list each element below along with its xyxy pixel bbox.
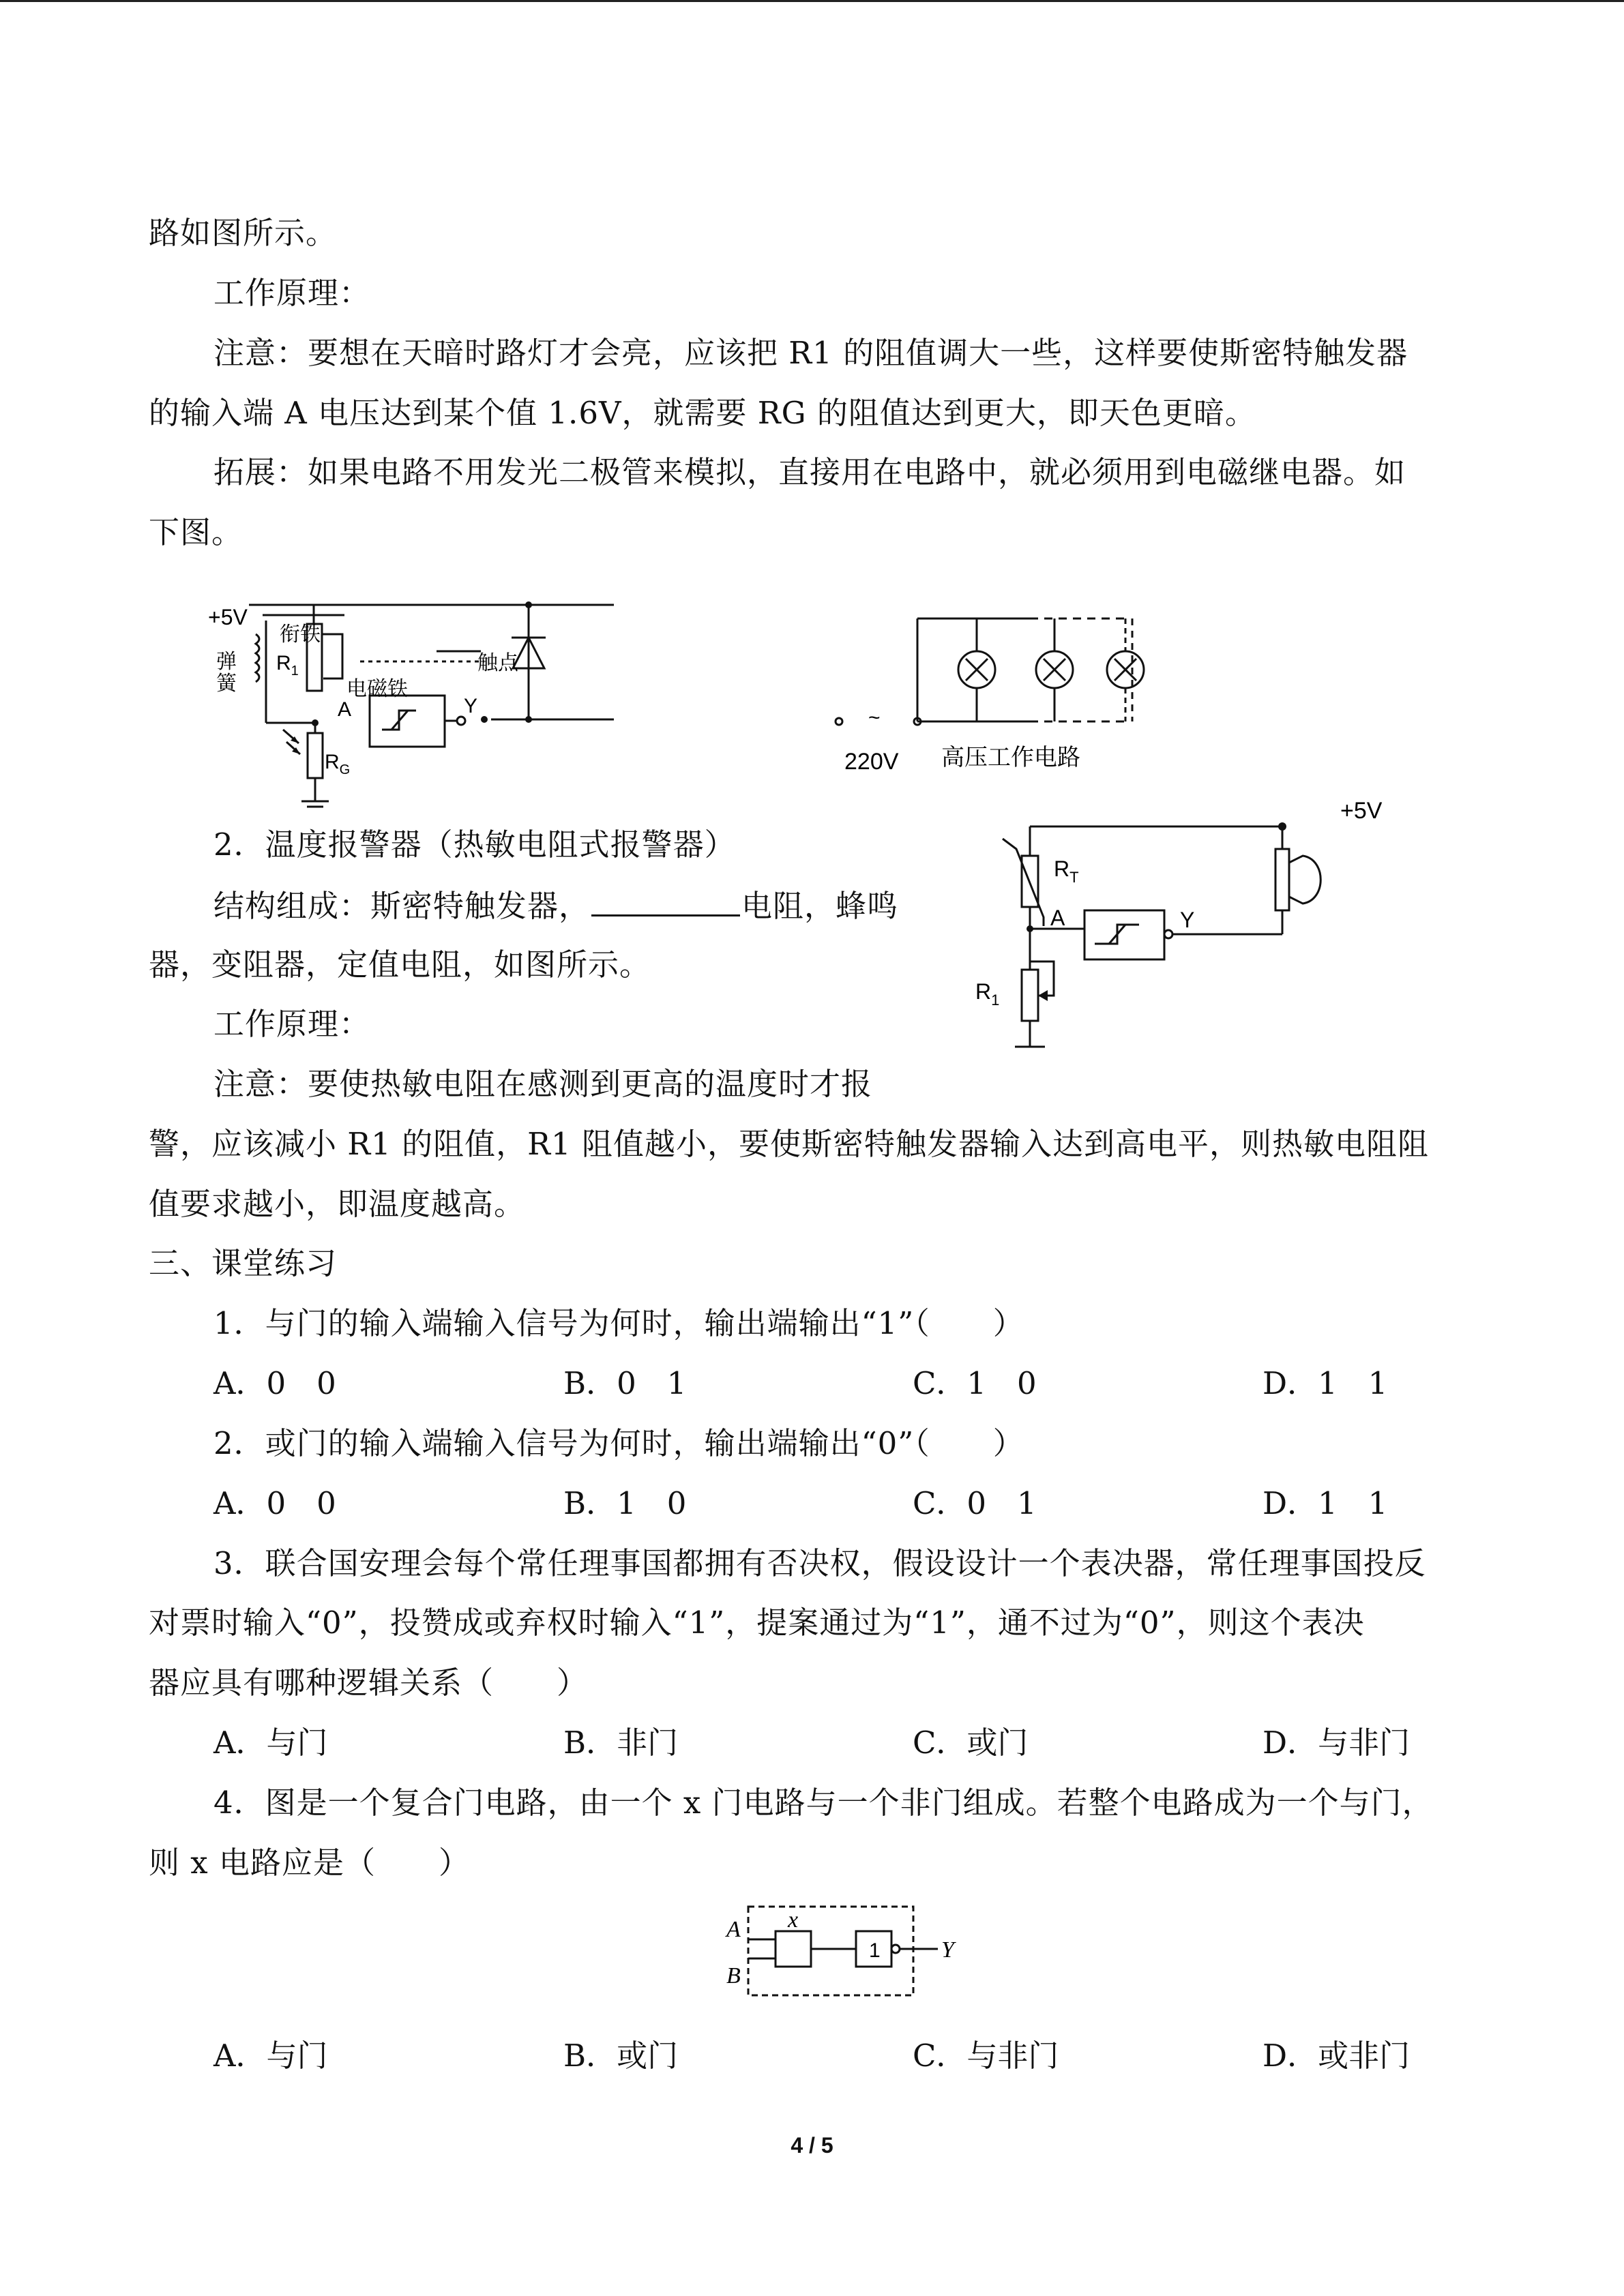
question-option: C．与非门 [913,2038,1059,2074]
question-option: A．与门 [213,2038,328,2074]
question-option: B．或门 [563,2038,679,2074]
question-stem: 器应具有哪种逻辑关系（ ） [149,1665,589,1701]
question-option: C．或门 [913,1725,1029,1761]
not-gate-label: 1 [869,1939,881,1962]
relay-armature-label: 衔铁 [280,623,321,646]
gate-output-y: Y [941,1937,954,1963]
question-option: D．1 1 [1263,1365,1388,1401]
text-line: 结构组成：斯密特触发器， 电阻，蜂鸣 [213,884,898,927]
high-voltage-circuit-label: 高压工作电路 [941,745,1080,771]
question-stem: 1．与门的输入端输入信号为何时，输出端输出“1”（ ） [213,1305,1024,1341]
ac-source-symbol: ~ [868,706,881,729]
text-line: 拓展：如果电路不用发光二极管来模拟，直接用在电路中，就必须用到电磁继电器。如 [213,454,1406,490]
question-option: D．或非门 [1263,2038,1411,2074]
high-voltage-circuit-diagram [825,607,1180,784]
temperature-alarm-diagram [955,791,1419,1064]
compound-gate-diagram [720,1896,965,2005]
fill-in-blank [591,884,740,916]
voltage-220v-label: 220V [844,749,899,775]
question-stem: 3．联合国安理会每个常任理事国都拥有否决权，假设设计一个表决器，常任理事国投反 [213,1545,1426,1581]
gate-x-label: x [788,1907,799,1933]
text-line: 路如图所示。 [149,215,338,251]
question-stem: 4．图是一个复合门电路，由一个 x 门电路与一个非门组成。若整个电路成为一个与门， [213,1785,1434,1821]
question-stem: 则 x 电路应是（ ） [149,1845,470,1881]
relay-electromagnet-label: 电磁铁 [346,678,408,700]
question-option: D．与非门 [1263,1725,1411,1761]
question-option: B．0 1 [563,1365,687,1401]
alarm-rt-label: $R_T$ [1054,856,1079,886]
relay-spring-label: 簧 [216,672,237,695]
text-line: 下图。 [149,514,243,550]
relay-a-label: A [338,698,352,721]
text-line: 注意：要使热敏电阻在感测到更高的温度时才报 [213,1066,873,1102]
question-stem: 对票时输入“0”，投赞成或弃权时输入“1”，提案通过为“1”，通不过为“0”，则这个表决 [149,1605,1365,1641]
page-number: 4 / 5 [791,2133,833,2158]
text-line: 注意：要想在天暗时路灯才会亮，应该把 R1 的阻值调大一些，这样要使斯密特触发器 [213,335,1408,371]
question-option: A．0 0 [213,1365,336,1401]
text-line: 的输入端 A 电压达到某个值 1.6V，就需要 RG 的阻值达到更大，即天色更暗。 [149,395,1256,431]
text-line: 值要求越小，即温度越高。 [149,1186,526,1222]
alarm-r1-label: $R_1$ [975,979,1000,1009]
relay-5v-label: +5V [208,605,248,629]
gate-input-b: B [726,1963,741,1988]
text-line: 工作原理： [213,1006,371,1042]
question-option: D．1 1 [1263,1485,1388,1521]
relay-y-label: Y [464,695,478,717]
text-line: 工作原理： [213,275,371,311]
section-heading: 2．温度报警器（热敏电阻式报警器） [213,826,736,863]
question-option: A．0 0 [213,1485,336,1521]
alarm-a-label: A [1050,906,1065,930]
question-option: C．1 0 [913,1365,1037,1401]
question-stem: 2．或门的输入端输入信号为何时，输出端输出“0”（ ） [213,1425,1024,1461]
section-heading: 三、课堂练习 [149,1245,338,1281]
gate-input-a: A [726,1917,741,1942]
question-option: C．0 1 [913,1485,1037,1521]
question-option: A．与门 [213,1725,328,1761]
relay-circuit-diagram [198,593,634,818]
alarm-5v-label: +5V [1340,798,1383,824]
text-line: 器，变阻器，定值电阻，如图所示。 [149,946,651,983]
alarm-y-label: Y [1180,908,1195,932]
page-top-border [0,0,1624,2]
text-line: 警，应该减小 R1 的阻值，R1 阻值越小，要使斯密特触发器输入达到高电平，则热敏电阻阻 [149,1126,1429,1162]
relay-contact-label: 触点 [477,652,518,674]
question-option: B．非门 [563,1725,679,1761]
relay-r1-label: $R_1$ [276,652,299,679]
relay-rg-label: $R_G$ [325,751,351,777]
question-option: B．1 0 [563,1485,687,1521]
relay-spring-label: 弹 [216,651,237,673]
